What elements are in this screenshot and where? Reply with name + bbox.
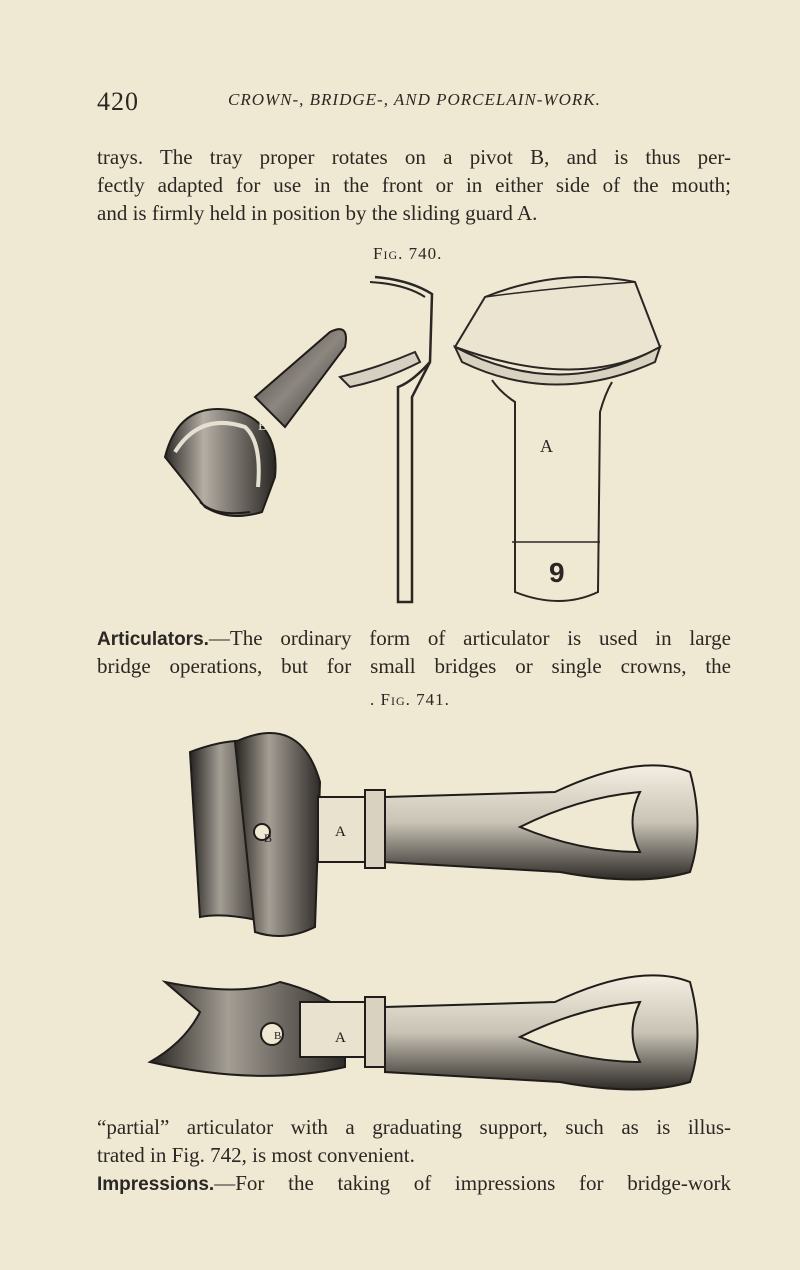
paragraph-line: bridge operations, but for small bridges or single crowns, the [97, 654, 731, 678]
figure-740 [0, 262, 800, 617]
articulator-bottom-drawing [150, 975, 698, 1089]
paragraph-line: trays. The tray proper rotates on a pivot B, and is thus per- [97, 145, 731, 169]
paragraph-line [97, 1169, 731, 1199]
figure-741-label-b-top: B [264, 831, 273, 845]
page-number: 420 [97, 87, 139, 116]
section-heading-articulators: Articulators. [97, 629, 209, 650]
paragraph-text: —For the taking of impressions for bridge-work [214, 1171, 731, 1195]
paragraph-line: trated in Fig. 742, is most convenient. [97, 1143, 415, 1167]
figure-741-label-b-bottom: B [274, 1030, 282, 1042]
figure-741-label-a-bottom: A [335, 1030, 346, 1046]
sliding-guard-drawing [340, 277, 432, 602]
section-heading-impressions: Impressions. [97, 1174, 215, 1195]
figure-741 [0, 712, 800, 1102]
figure-740-label-9: 9 [549, 557, 565, 588]
paragraph-line: “partial” articulator with a graduating support, such as is illus- [97, 1115, 731, 1139]
figure-740-label-a: A [540, 436, 553, 456]
figure-741-caption: . Fig. 741. [370, 690, 450, 709]
paragraph-text: —The ordinary form of articulator is used in large [208, 626, 731, 650]
figure-741-label-a-top: A [335, 824, 346, 840]
tray-proper-drawing [455, 277, 660, 601]
paragraph-line: fectly adapted for use in the front or in either side of the mouth; [97, 173, 731, 197]
impression-tray-drawing [165, 329, 346, 516]
figure-740-caption: Fig. 740. [373, 244, 443, 263]
paragraph-line: and is firmly held in position by the sliding guard A. [97, 201, 538, 225]
figure-740-label-b: B [258, 419, 268, 434]
running-title: CROWN-, BRIDGE-, AND PORCELAIN-WORK. [228, 90, 601, 109]
paragraph-line [97, 624, 731, 654]
